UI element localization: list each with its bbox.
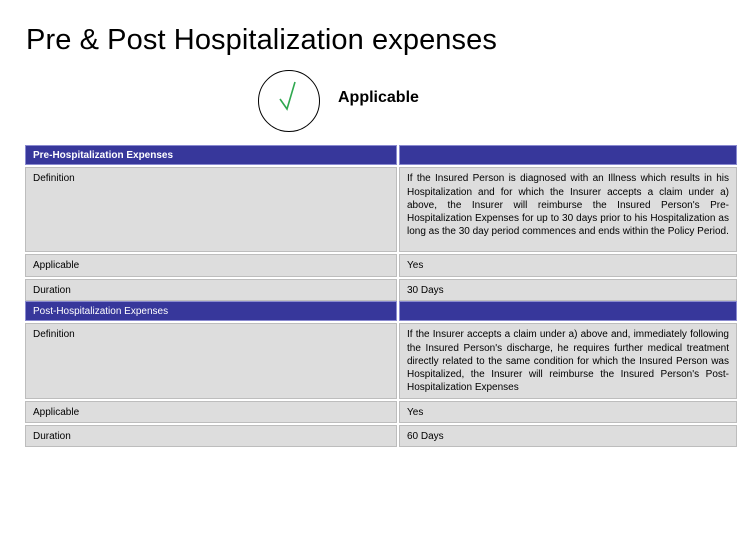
row-value: Yes (399, 401, 737, 423)
check-mark-icon (259, 71, 321, 133)
pre-hospitalization-header: Pre-Hospitalization Expenses (25, 145, 397, 165)
post-hospitalization-table (23, 299, 739, 449)
row-label: Duration (25, 425, 397, 447)
page-title: Pre & Post Hospitalization expenses (26, 24, 497, 56)
table-row (25, 323, 737, 398)
table-row (25, 425, 737, 447)
table-row (25, 167, 737, 252)
row-value: If the Insurer accepts a claim under a) above and, immediately following the Insured Person's discharge, he requires further medical treatment directly related to the same condition for which the Insured Person was Hospitalized, the Insurer will reimburse the Insured Person's Post-Hospitalization Expenses (399, 323, 737, 398)
pre-hospitalization-table (23, 143, 739, 303)
row-label: Definition (25, 167, 397, 252)
post-hospitalization-header-value (399, 301, 737, 321)
row-value: 30 Days (399, 279, 737, 301)
row-value: 60 Days (399, 425, 737, 447)
row-label: Applicable (25, 401, 397, 423)
row-value: Yes (399, 254, 737, 276)
table-row (25, 254, 737, 276)
pre-hospitalization-header-value (399, 145, 737, 165)
row-label: Definition (25, 323, 397, 398)
row-value: If the Insured Person is diagnosed with an Illness which results in his Hospitalization and for which the Insurer accepts a claim under a) above, the Insurer will reimburse the Insured Person's Pre-Hospitalization Expenses for up to 30 days prior to his Hospitalization as long as the 30 day period commences and ends within the Policy Period. (399, 167, 737, 252)
post-hospitalization-header: Post-Hospitalization Expenses (25, 301, 397, 321)
table-header-row (25, 145, 737, 165)
row-label: Applicable (25, 254, 397, 276)
applicable-status-label: Applicable (338, 89, 419, 106)
table-row (25, 401, 737, 423)
table-header-row (25, 301, 737, 321)
table-row (25, 279, 737, 301)
applicable-status-badge (258, 70, 320, 132)
row-label: Duration (25, 279, 397, 301)
